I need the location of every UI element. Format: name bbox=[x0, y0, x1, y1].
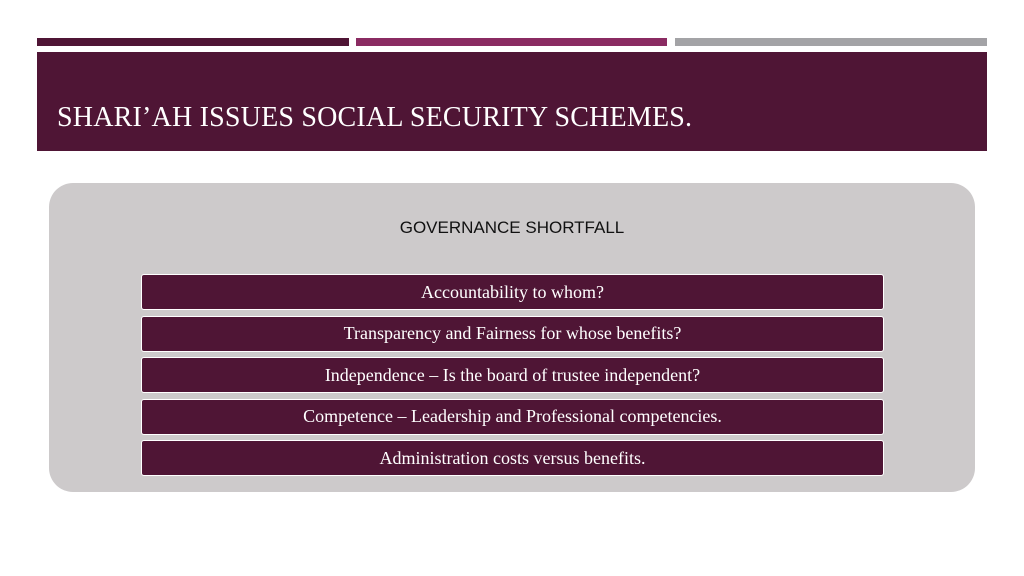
panel-heading: GOVERNANCE SHORTFALL bbox=[399, 218, 625, 237]
list-item-independence: Independence – Is the board of trustee independent? bbox=[141, 357, 884, 393]
slide-title: SHARI’AH ISSUES SOCIAL SECURITY SCHEMES. bbox=[57, 102, 693, 133]
list-item-transparency: Transparency and Fairness for whose benefits? bbox=[141, 316, 884, 352]
governance-panel bbox=[49, 183, 975, 492]
list-item-administration: Administration costs versus benefits. bbox=[141, 440, 884, 476]
accent-bar-dark bbox=[37, 38, 349, 46]
title-band bbox=[37, 52, 987, 151]
list-item-competence: Competence – Leadership and Professional competencies. bbox=[141, 399, 884, 435]
accent-bar-magenta bbox=[356, 38, 667, 46]
accent-bar-gray bbox=[675, 38, 987, 46]
list-item-accountability: Accountability to whom? bbox=[141, 274, 884, 310]
governance-list bbox=[141, 274, 884, 482]
